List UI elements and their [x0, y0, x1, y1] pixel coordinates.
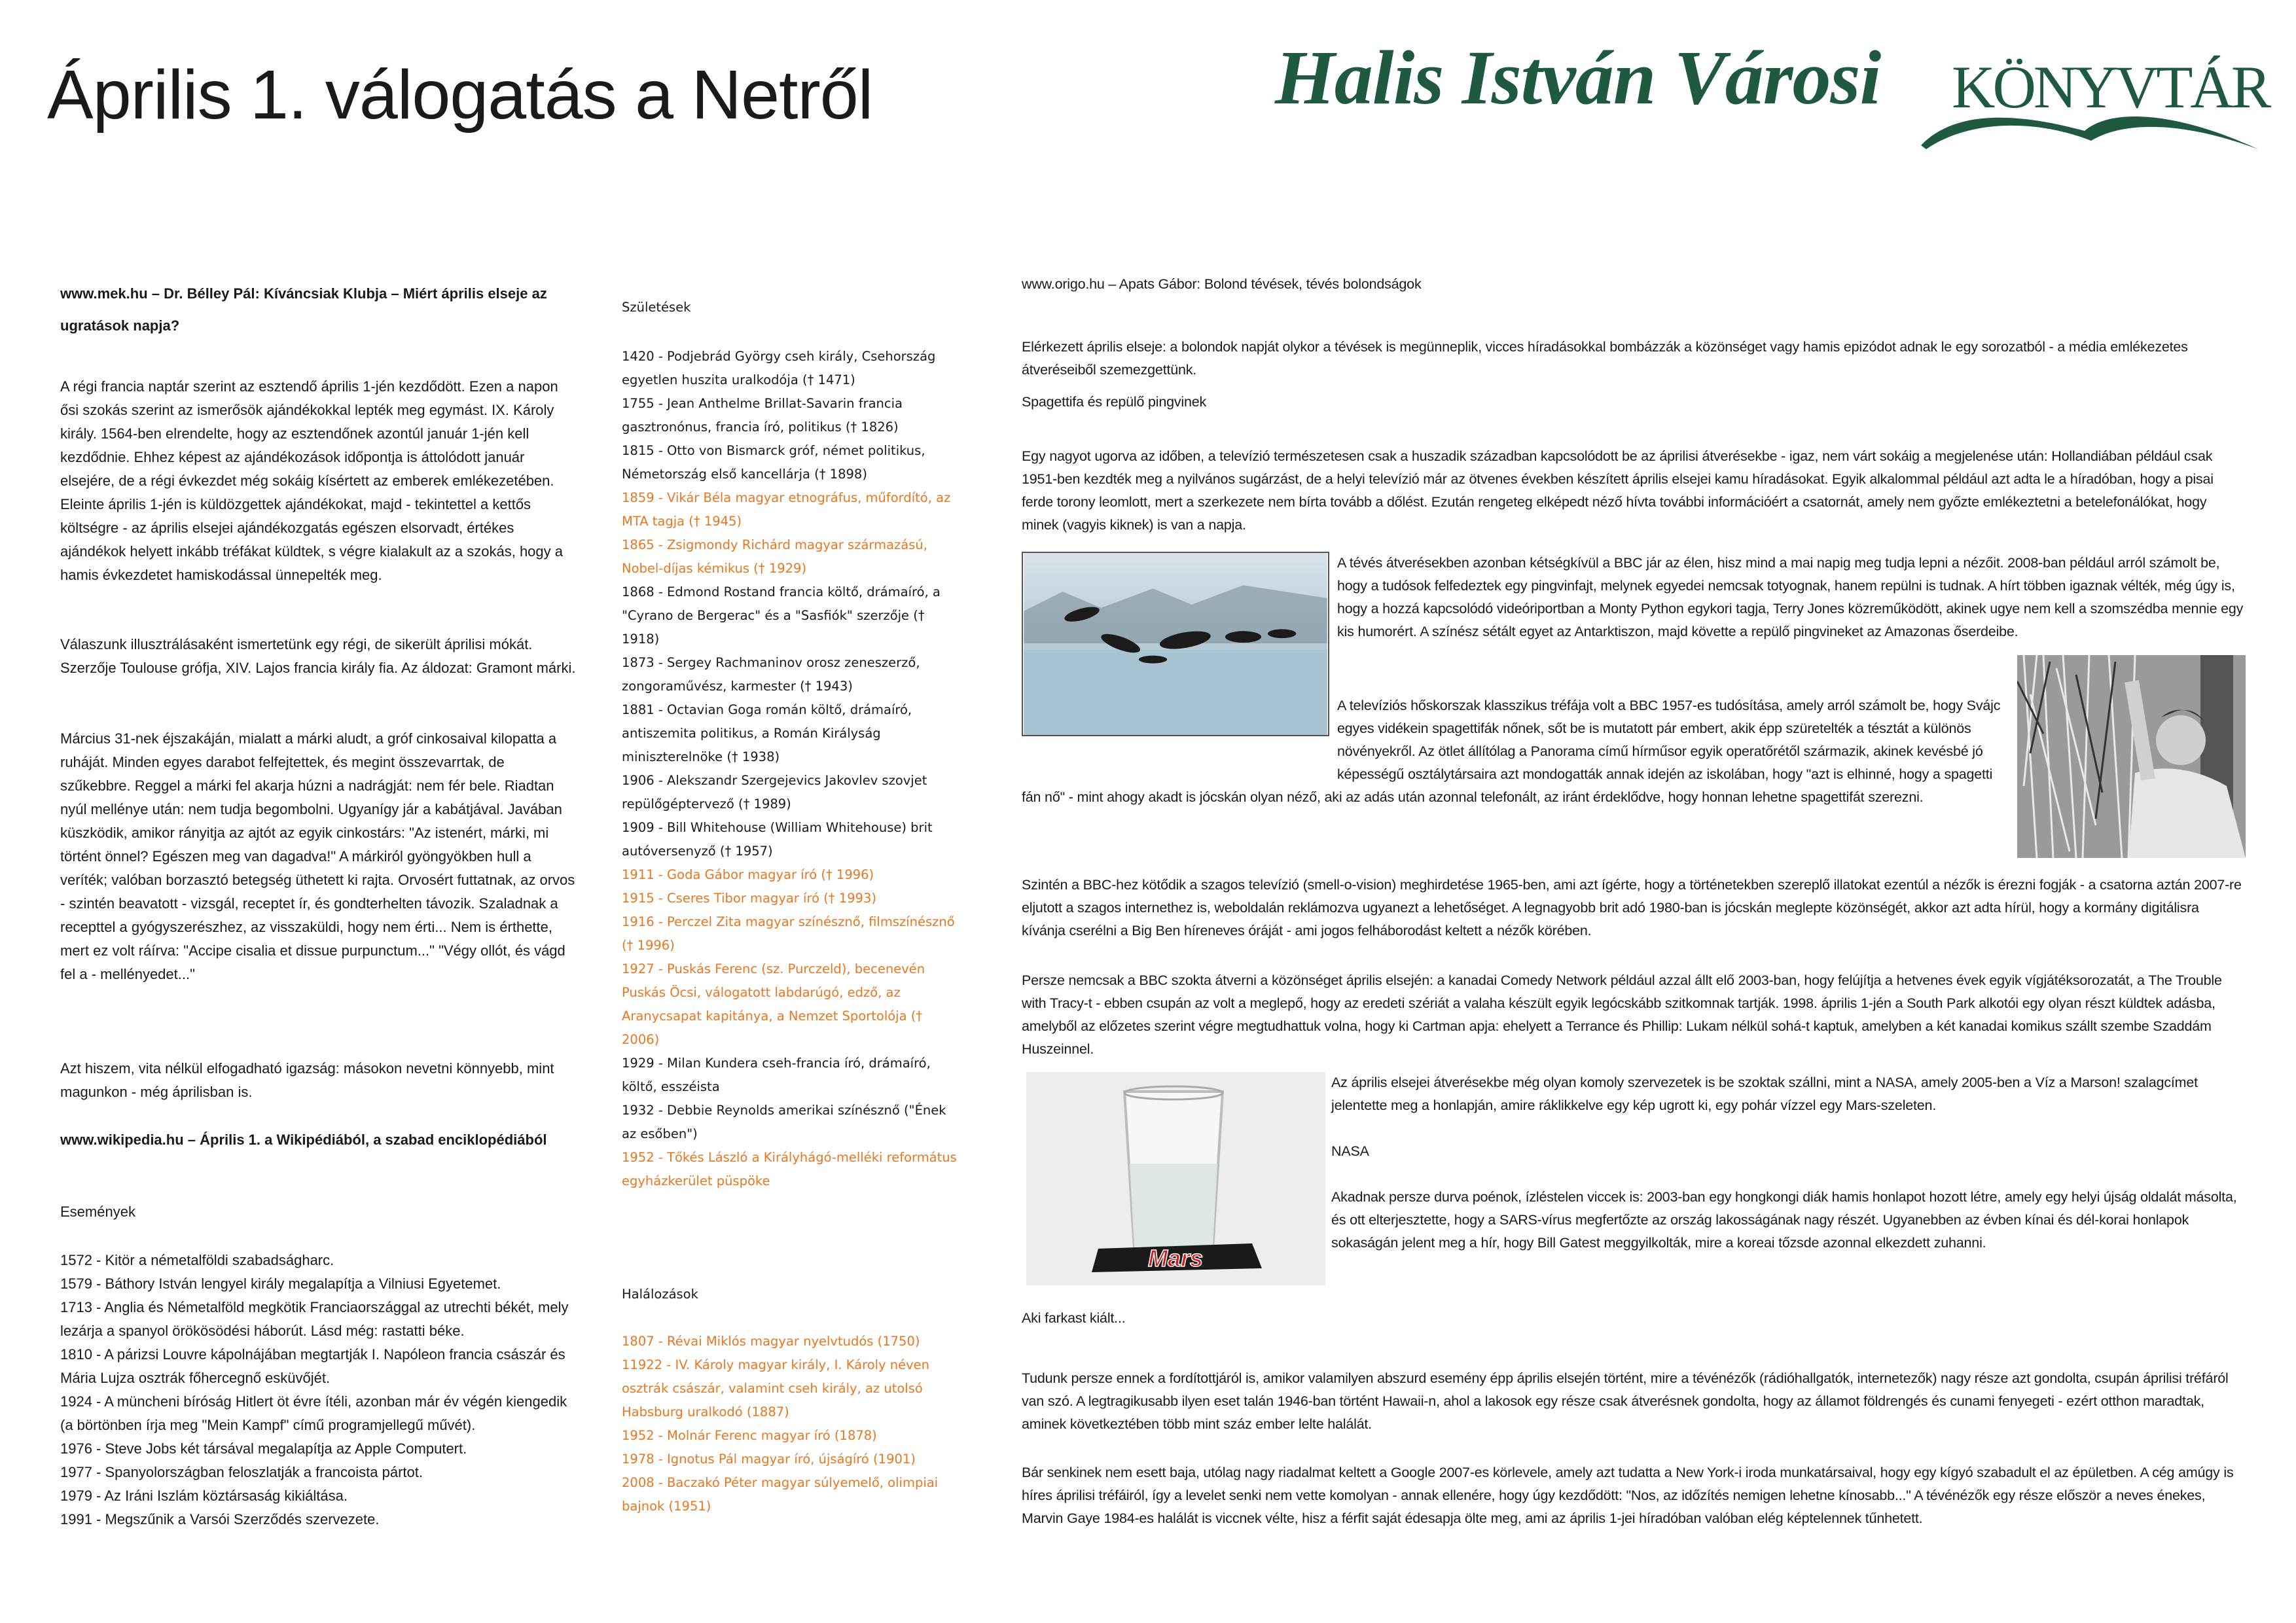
death-item: 2008 - Baczakó Péter magyar súlyemelő, olimpiai bajnok (1951) [622, 1475, 939, 1514]
event-item: 1579 - Báthory István lengyel király megalapítja a Vilniusi Egyetemet. [60, 1275, 501, 1292]
birth-item: 1932 - Debbie Reynolds amerikai színésznő ("Ének az esőben") [622, 1103, 946, 1141]
article-paragraph: Szintén a BBC-hez kötődik a szagos televízió (smell-o-vision) meghirdetése 1965-ben, ami azt ígérte, hogy a történetekben szereplő illatokat ezentúl a nézők is érezni fogják - a csatorna aztán 2007-re eljutott a szagos internethez is, weboldalán reklámozva ugyanezt a lehetőséget. A legnagyobb brit adó 1980-ban is jócskán meglepte közönségét, akkor azt adta hírül, hogy a kormány digitálisra kívánja cserélni a Big Ben híreneves óráját - ami jogos felháborodást keltett a nézők körében. [1022, 876, 2242, 938]
birth-item: 1916 - Perczel Zita magyar színésznő, filmszínésznő († 1996) [622, 914, 955, 953]
article-paragraph: Tudunk persze ennek a fordítottjáról is, amikor valamilyen abszurd esemény épp április elsején történt, mire a tévénézők (rádióhallgatók, internetezők) nagy része azt gondolta, csupán áprilisi tréfáról van szó. A legtragikusabb ilyen eset talán 1946-ban történt Hawaii-n, ahol a lakosok egy része csak átverésnek gondolta, hogy az államot földrengés és cunami fenyegeti - ezért otthon maradtak, aminek következtében több mint száz ember lelte halálát. [1022, 1370, 2229, 1432]
wikipedia-heading: www.wikipedia.hu – Április 1. a Wikipédiából, a szabad enciklopédiából [60, 1132, 547, 1148]
library-logo-name: Halis István Városi [1275, 35, 1881, 120]
birth-item: 1929 - Milan Kundera cseh-francia író, drámaíró, költő, esszéista [622, 1056, 931, 1094]
subheading-spaghetti: Spagettifa és repülő pingvinek [1022, 394, 1207, 410]
birth-item: 1815 - Otto von Bismarck gróf, német politikus, Németország első kancellárja († 1898) [622, 443, 925, 482]
birth-item: 1868 - Edmond Rostand francia költő, drámaíró, a "Cyrano de Bergerac" és a "Sasfiók" szerzője († 1918) [622, 584, 941, 647]
death-item: 1952 - Molnár Ferenc magyar író (1878) [622, 1428, 877, 1443]
page-title: Április 1. válogatás a Netről [47, 56, 873, 134]
mek-article-heading: www.mek.hu – Dr. Bélley Pál: Kíváncsiak Klubja – Miért április elseje az ugratások napja? [60, 285, 547, 334]
birth-item: 1911 - Goda Gábor magyar író († 1996) [622, 867, 874, 882]
death-item: 11922 - IV. Károly magyar király, I. Károly néven osztrák császár, valamint cseh király, az utolsó Habsburg uralkodó (1887) [622, 1357, 930, 1419]
article-paragraph: A tévés átverésekben azonban kétségkívül a BBC jár az élen, hisz mind a mai napig meg tudja lepni a nézőit. 2008-ban például arról számolt be, hogy a tudósok felfedeztek egy pingvinfajt, melynek egyedei nemcsak totyognak, hanem repülni is tudnak. A hírt többen igaznak vélték, még úgy is, hogy a hozzá kapcsolódó videóriportban a Monty Python egykori tagja, Terry Jones közreműködött, akinek ugye nem kell a szomszédba mennie egy kis humorért. A színész sétált egyet az Antarktiszon, majd követte a repülő pingvineket az Amazonas őserdeibe. [1337, 555, 2244, 639]
events-list [60, 1249, 577, 1531]
water-glass-on-mars-bar-photo [1026, 1072, 1325, 1285]
origo-article-heading: www.origo.hu – Apats Gábor: Bolond tévések, tévés bolondságok [1022, 276, 1422, 292]
birth-item: 1873 - Sergey Rachmaninov orosz zeneszerző, zongoraművész, karmester († 1943) [622, 655, 920, 694]
birth-item: 1755 - Jean Anthelme Brillat-Savarin francia gasztronónus, francia író, politikus († 1826) [622, 396, 903, 435]
event-item: 1572 - Kitör a németalföldi szabadságharc. [60, 1252, 334, 1268]
event-item: 1979 - Az Iráni Iszlám köztársaság kikiáltása. [60, 1488, 348, 1504]
spaghetti-harvest-photo [2017, 655, 2246, 858]
origo-intro: Elérkezett április elseje: a bolondok napját olykor a tévések is megünneplik, vicces híradásokkal bombázzák a közönséget vagy hamis epizódot adnak le egy sorozatból - a média emlékezetes átveréseiből szemezgettünk. [1022, 338, 2188, 378]
event-item: 1991 - Megszűnik a Varsói Szerződés szervezete. [60, 1511, 380, 1527]
birth-item: 1881 - Octavian Goga román költő, drámaíró, antiszemita politikus, a Román Királyság miniszterelnöke († 1938) [622, 702, 912, 764]
mars-bar-logo: Mars [1147, 1245, 1204, 1272]
mek-paragraph: Március 31-nek éjszakáján, mialatt a márki aludt, a gróf cinkosaival kilopatta a ruháját. Minden egyes darabot felfejtettek, és megint összevarrtak, de szűkebbre. Reggel a márki fel akarja húzni a nadrágját: nem fér bele. Riadtan nyúl mellénye után: nem tudja begombolni. Ugyanígy jár a kabátjával. Javában küszködik, amikor rányitja az ajtót az egyik cinkostárs: "Az istenért, márki, mi történt önnel? Egészen meg van dagadva!" A márkiról gyöngyökben hull a veríték; valóban borzasztó betegség üthetett ki rajta. Orvosért futtatnak, az orvos - szintén beavatott - vizsgál, receptet ír, és gondterhelten távozik. Szaladnak a recepttel a gyógyszerészhez, az visszaküldi, hogy nem érti... Nem is érthette, mert ez volt ráírva: "Accipe cisalia et dissue purpunctum..." "Végy ollót, és vágd fel a - mellényedet..." [60, 730, 575, 982]
article-paragraph: Bár senkinek nem esett baja, utólag nagy riadalmat keltett a Google 2007-es körlevele, amely azt tudatta a New York-i iroda munkatársaival, hogy egy kígyó szabadult el az épületben. A cég amúgy is híres áprilisi tréfáiról, így a levelet senki nem vette komolyan - annak ellenére, hogy úgy kezdődött: "Nos, az időzítés nemigen lehetne kínosabb..." A tévénézők egy része először a neves énekes, Marvin Gaye 1984-es halálát is viccnek vélte, hisz a férfit saját édesapja ölte meg, ami az április 1-jei híradóban valóban elég képtelennek tűnhetett. [1022, 1464, 2234, 1526]
article-paragraph: Akadnak persze durva poénok, ízléstelen viccek is: 2003-ban egy hongkongi diák hamis honlapot hozott létre, amely egy helyi újság oldalát másolta, és ott elterjesztette, hogy a SARS-vírus megfertőzte az ország lakosságának nagy részét. Ugyanebben az évben kínai és dél-korai honlapok sokaságán jelent meg a hír, hogy Bill Gatest meggyilkolták, mire a koreai tőzsde azonnal elkezdett zuhanni. [1331, 1189, 2237, 1251]
open-book-swoosh-icon [1914, 105, 2261, 151]
death-item: 1978 - Ignotus Pál magyar író, újságíró (1901) [622, 1452, 916, 1467]
article-paragraph: Persze nemcsak a BBC szokta átverni a közönséget április elsején: a kanadai Comedy Network például azzal állt elő 2003-ban, hogy felújítja a hetvenes évek egyik vígjátéksorozatát, a The Trouble with Tracy-t - ebben csupán az volt a meglepő, hogy az eredeti szériát a valaha készült egyik legócskább szitkomnak tartják. 1998. április 1-jén a South Park alkotói egy olyan részt küldtek adásba, amelyből az előzetes szerint végre megtudhattuk volna, hogy ki Cartman apja: ehelyett a Terrance és Phillip: Lukam nélkül sohá-t kaptuk, amelyben a két kanadai komikus szállt szembe Szaddám Huszeinnel. [1022, 972, 2222, 1057]
mek-paragraph: Válaszunk illusztrálásaként ismertetünk egy régi, de sikerült áprilisi mókát. Szerzője Toulouse grófja, XIV. Lajos francia király fia. Az áldozat: Gramont márki. [60, 636, 576, 676]
birth-item: 1906 - Alekszandr Szergejevics Jakovlev szovjet repülőgéptervező († 1989) [622, 773, 927, 812]
bbc-section [1022, 552, 2246, 858]
article-paragraph: Az április elsejei átverésekbe még olyan komoly szervezetek is be szoktak szállni, mint a NASA, amely 2005-ben a Víz a Marson! szalagcímet jelentette meg a honlapján, amire ráklikkelve egy kép ugrott ki, egy pohár vízzel egy Mars-szeleten. [1331, 1075, 2198, 1113]
nasa-section [1331, 1071, 2246, 1255]
subheading-wolf: Aki farkast kiált... [1022, 1310, 1126, 1326]
article-paragraph: Egy nagyot ugorva az időben, a televízió természetesen csak a huszadik században kapcsolódott be az áprilisi átverésekbe - igaz, nem várt sokáig a megjelenése után: Hollandiában például csak 1951-ben kezdték meg a nyilvános sugárzást, de a helyi televízió már az ötvenes években készített április elsejei kamu híradásokat. Egyik alkalommal például azt adta le a híradóban, hogy a pisai ferde torony leomlott, mert a szerkezete nem bírta tovább a dőlést. Ezután rengeteg elképedt néző hívta további információért a csatornát, amely nem győzte emlékeztetni a betelefonálókat, hogy minek (vagyis kiknek) is van a napja. [1022, 448, 2214, 533]
birth-item: 1915 - Cseres Tibor magyar író († 1993) [622, 891, 876, 906]
deaths-list [622, 1330, 962, 1518]
event-item: 1924 - A müncheni bíróság Hitlert öt évre ítéli, azonban már év végén kiengedik (a börtönben írja meg "Mein Kampf" című programjellegű művét). [60, 1393, 567, 1433]
flying-penguins-photo [1022, 552, 1329, 736]
births-label: Születések [622, 300, 691, 315]
nasa-label: NASA [1331, 1143, 1369, 1159]
event-item: 1976 - Steve Jobs két társával megalapítja az Apple Computert. [60, 1440, 467, 1457]
birth-item: 1952 - Tőkés László a Királyhágó-melléki református egyházkerület püspöke [622, 1150, 957, 1188]
births-list [622, 345, 962, 1193]
deaths-label: Halálozások [622, 1287, 698, 1302]
birth-item: 1865 - Zsigmondy Richárd magyar származású, Nobel-díjas kémikus († 1929) [622, 537, 927, 576]
mek-paragraph: A régi francia naptár szerint az esztendő április 1-jén kezdődött. Ezen a napon ősi szokás szerint az ismerősök ajándékokkal lepték meg egymást. IX. Károly király. 1564-ben elrendelte, hogy az esztendőnek azontúl január 1-jén kell kezdődnie. Ehhez képest az ajándékozások időpontja is áttolódott január elsejére, de a régi évkezdet még sokáig kísértett az emberek emlékezetében. Eleinte április 1-jén is küldözgettek ajándékokat, majd - tekintettel a kettős költségre - az április elsejei ajándékozgatás egészen elsorvadt, értékes ajándékok helyett inkább tréfákat küldtek, s végre kialakult az a szokás, hogy a hamis évkezdetet hamiskodással ünnepelték meg. [60, 378, 563, 583]
event-item: 1713 - Anglia és Németalföld megkötik Franciaországgal az utrechti békét, mely lezárja a spanyol örökösödési háborút. Lásd még: rastatti béke. [60, 1299, 569, 1339]
birth-item: 1420 - Podjebrád György cseh király, Csehország egyetlen huszita uralkodója († 1471) [622, 349, 936, 387]
mek-paragraph: Azt hiszem, vita nélkül elfogadható igazság: másokon nevetni könnyebb, mint magunkon - még áprilisban is. [60, 1060, 554, 1100]
birth-item: 1927 - Puskás Ferenc (sz. Purczeld), becenevén Puskás Öcsi, válogatott labdarúgó, edző, az Aranycsapat kapitánya, a Nemzet Sportolója († 2006) [622, 961, 925, 1047]
events-label: Események [60, 1204, 135, 1220]
birth-item: 1909 - Bill Whitehouse (William Whitehouse) brit autóversenyző († 1957) [622, 820, 933, 859]
birth-item: 1859 - Vikár Béla magyar etnográfus, műfordító, az MTA tagja († 1945) [622, 490, 951, 529]
library-logo-konyvtar: KÖNYVTÁR [1952, 54, 2269, 120]
event-item: 1977 - Spanyolországban feloszlatják a francoista pártot. [60, 1464, 423, 1480]
death-item: 1807 - Révai Miklós magyar nyelvtudós (1750) [622, 1334, 920, 1349]
article-paragraph: A televíziós hőskorszak klasszikus tréfája volt a BBC 1957-es tudósítása, amely arról számolt be, hogy Svájc egyes vidékein spagettifák nőnek, sőt be is mutatott pár embert, akik épp szüretelték a tésztát a különös növényekről. Az ötlet állítólag a Panorama című hírműsor egyik operatőrétől származik, akinek kevésbé jó képességű osztálytársaira azt mondogatták annak idején az iskolában, hogy "azt is elhinné, hogy a spagetti fán nő" - mint ahogy akadt is jócskán olyan néző, aki az adás után azonnal telefonált, az iránt érdeklődve, hogy honnan lehetne spagettifát szerezni. [1022, 698, 2001, 805]
event-item: 1810 - A párizsi Louvre kápolnájában megtartják I. Napóleon francia császár és Mária Lujza osztrák főhercegnő esküvőjét. [60, 1346, 565, 1386]
